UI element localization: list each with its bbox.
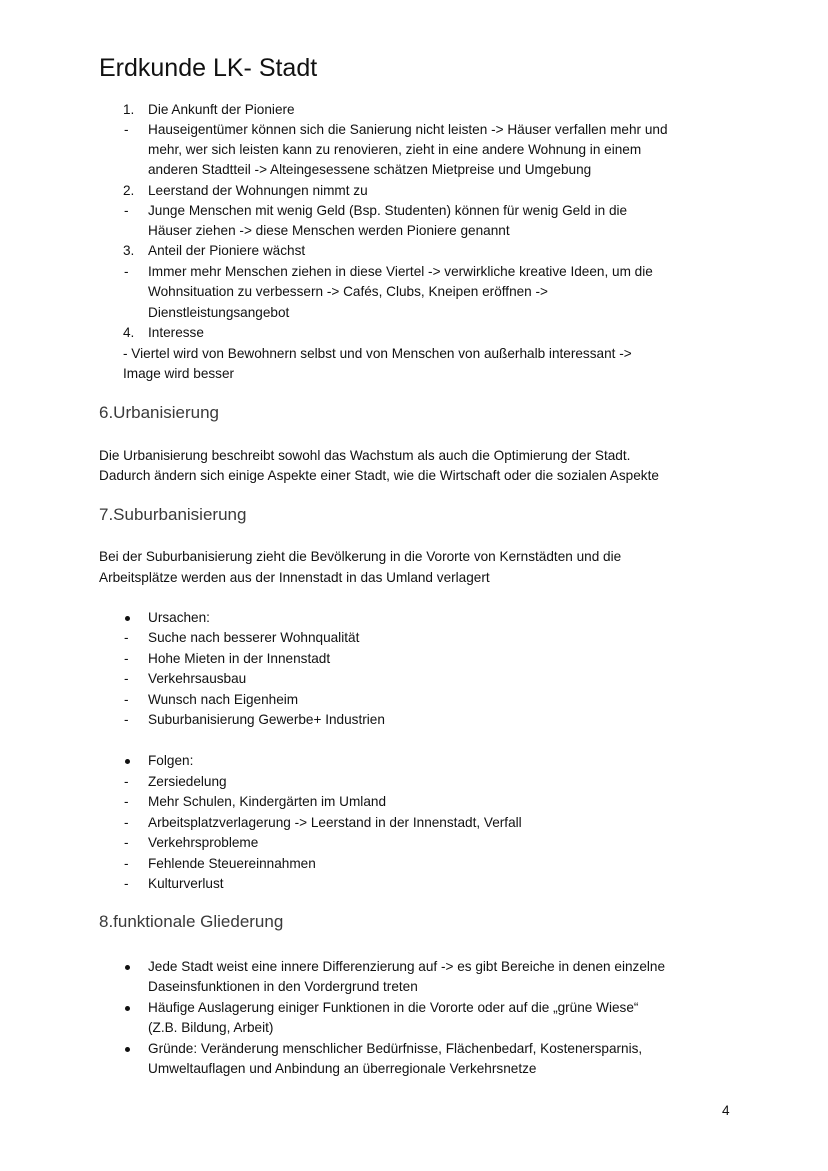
- bullet-icon: [125, 965, 130, 970]
- list-number: 2.: [123, 183, 135, 198]
- page-title: Erdkunde LK- Stadt: [99, 54, 318, 82]
- page-number: 4: [722, 1103, 730, 1118]
- section-heading-suburbanisierung: 7.Suburbanisierung: [99, 505, 247, 524]
- dash-marker: -: [124, 692, 129, 707]
- list-text: Wohnsituation zu verbessern -> Cafés, Clubs, Kneipen eröffnen ->: [148, 284, 548, 299]
- list-item: Wunsch nach Eigenheim: [148, 692, 299, 707]
- list-item: Jede Stadt weist eine innere Differenzierung auf -> es gibt Bereiche in denen einzelne: [148, 959, 666, 974]
- list-text: Junge Menschen mit wenig Geld (Bsp. Studenten) können für wenig Geld in die: [148, 203, 628, 218]
- list-item: Mehr Schulen, Kindergärten im Umland: [148, 794, 387, 809]
- list-item: Suche nach besserer Wohnqualität: [148, 630, 360, 645]
- dash-marker: -: [124, 876, 129, 891]
- dash-marker: -: [124, 774, 129, 789]
- list-text: Hauseigentümer können sich die Sanierung nicht leisten -> Häuser verfallen mehr und: [148, 122, 668, 137]
- list-text: Häuser ziehen -> diese Menschen werden Pioniere genannt: [148, 223, 510, 238]
- dash-marker: -: [124, 122, 129, 137]
- list-item: Verkehrsprobleme: [148, 835, 259, 850]
- list-item-cont: Daseinsfunktionen in den Vordergrund treten: [148, 979, 418, 994]
- bullet-icon: [125, 759, 130, 764]
- dash-marker: -: [124, 630, 129, 645]
- dash-marker: -: [124, 651, 129, 666]
- dash-marker: -: [124, 264, 129, 279]
- section-heading-urbanisierung: 6.Urbanisierung: [99, 403, 220, 422]
- list-text: anderen Stadtteil -> Alteingesessene schätzen Mietpreise und Umgebung: [148, 162, 592, 177]
- section-heading-gliederung: 8.funktionale Gliederung: [99, 912, 284, 931]
- list-number: 1.: [123, 102, 135, 117]
- bullet-icon: [125, 616, 130, 621]
- list-item: Häufige Auslagerung einiger Funktionen in die Vororte oder auf die „grüne Wiese“: [148, 1000, 639, 1015]
- list-item-cont: (Z.B. Bildung, Arbeit): [148, 1020, 274, 1035]
- paragraph-line: Bei der Suburbanisierung zieht die Bevölkerung in die Vororte von Kernstädten und die: [99, 549, 622, 564]
- list-text: - Viertel wird von Bewohnern selbst und von Menschen von außerhalb interessant ->: [123, 346, 632, 361]
- ursachen-label: Ursachen:: [148, 610, 210, 625]
- dash-marker: -: [124, 203, 129, 218]
- dash-marker: -: [124, 815, 129, 830]
- list-item: Gründe: Veränderung menschlicher Bedürfnisse, Flächenbedarf, Kostenersparnis,: [148, 1041, 643, 1056]
- list-item: Anteil der Pioniere wächst: [148, 243, 306, 258]
- list-item-cont: Umweltauflagen und Anbindung an überregionale Verkehrsnetze: [148, 1061, 537, 1076]
- list-item: Hohe Mieten in der Innenstadt: [148, 651, 331, 666]
- list-item: Die Ankunft der Pioniere: [148, 102, 295, 117]
- list-text: Immer mehr Menschen ziehen in diese Viertel -> verwirkliche kreative Ideen, um die: [148, 264, 653, 279]
- folgen-label: Folgen:: [148, 753, 194, 768]
- bullet-icon: [125, 1047, 130, 1052]
- paragraph-line: Dadurch ändern sich einige Aspekte einer Stadt, wie die Wirtschaft oder die sozialen Aspekte: [99, 468, 659, 483]
- dash-marker: -: [124, 794, 129, 809]
- bullet-icon: [125, 1006, 130, 1011]
- list-item: Verkehrsausbau: [148, 671, 247, 686]
- list-text: mehr, wer sich leisten kann zu renovieren, zieht in eine andere Wohnung in einem: [148, 142, 642, 157]
- list-item: Fehlende Steuereinnahmen: [148, 856, 316, 871]
- dash-marker: -: [124, 856, 129, 871]
- list-item: Kulturverlust: [148, 876, 224, 891]
- dash-marker: -: [124, 712, 129, 727]
- list-item: Suburbanisierung Gewerbe+ Industrien: [148, 712, 385, 727]
- list-item: Zersiedelung: [148, 774, 227, 789]
- list-number: 3.: [123, 243, 135, 258]
- list-text: Dienstleistungsangebot: [148, 305, 290, 320]
- list-item: Leerstand der Wohnungen nimmt zu: [148, 183, 368, 198]
- list-item: Arbeitsplatzverlagerung -> Leerstand in der Innenstadt, Verfall: [148, 815, 522, 830]
- list-number: 4.: [123, 325, 135, 340]
- dash-marker: -: [124, 835, 129, 850]
- paragraph-line: Die Urbanisierung beschreibt sowohl das Wachstum als auch die Optimierung der Stadt.: [99, 448, 631, 463]
- paragraph-line: Arbeitsplätze werden aus der Innenstadt in das Umland verlagert: [99, 570, 490, 585]
- list-text: Image wird besser: [123, 366, 235, 381]
- dash-marker: -: [124, 671, 129, 686]
- list-item: Interesse: [148, 325, 204, 340]
